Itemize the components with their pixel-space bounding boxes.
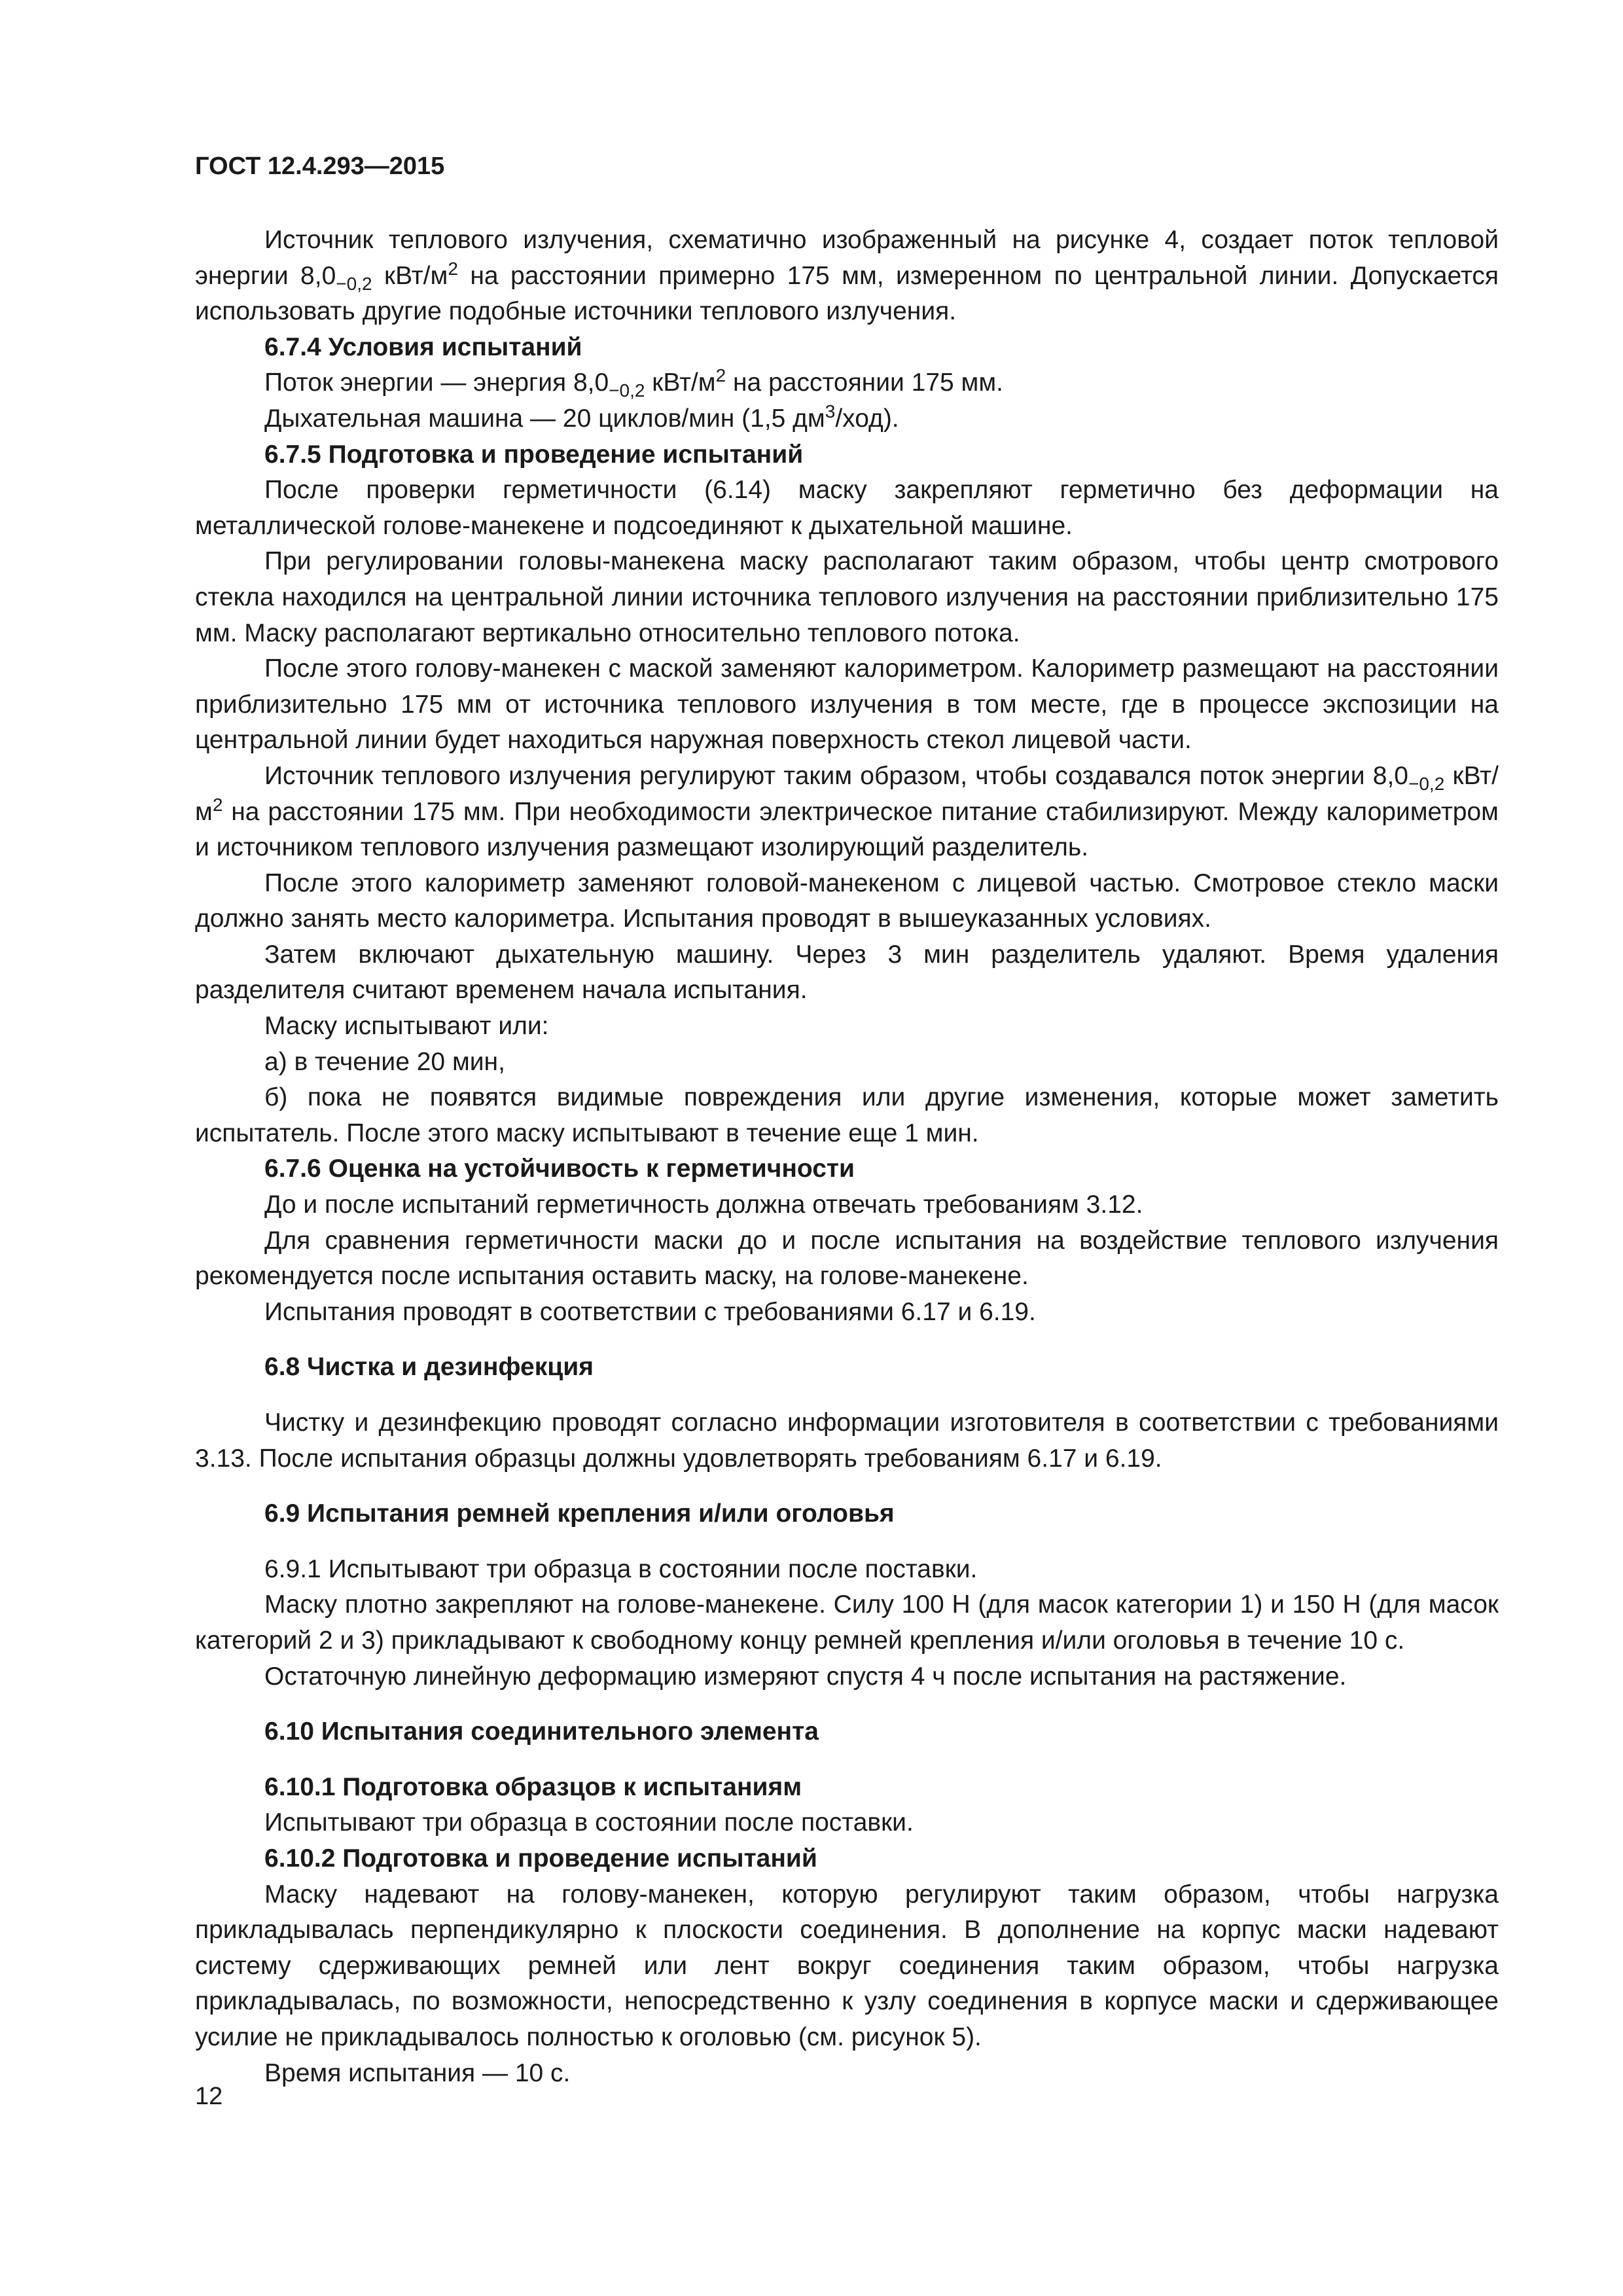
paragraph: Поток энергии — энергия $8,0_{-0,2}$ кВт/$м^2$ на расстоянии 175 мм.: [264, 365, 1003, 401]
paragraph: Маску испытывают или:: [264, 1012, 549, 1041]
paragraph: 6.9.1 Испытывают три образца в состоянии после поставки.: [264, 1554, 978, 1583]
paragraph: Чистку и дезинфекцию проводят согласно информации изготовителя в соответствии с требованиями 3.13. После испытания образцы должны удовлетворять требованиям 6.17 и 6.19.: [195, 1408, 1499, 1473]
paragraph: Маску надевают на голову-манекен, которую регулируют таким образом, чтобы нагрузка прикладывалась перпендикулярно к плоскости соединения. В дополнение на корпус маски надевают систему сдерживающих ремней или лент вокруг соединения таким образом, чтобы нагрузка прикладывалась, по возможности, непосредственно к узлу соединения в корпусе маски и сдерживающее усилие не прикладывалось полностью к оголовью (см. рисунок 5).: [195, 1880, 1499, 2051]
section-heading: 6.10 Испытания соединительного элемента: [264, 1717, 819, 1746]
document-code-header: ГОСТ 12.4.293—2015: [195, 152, 445, 180]
paragraph: Испытывают три образца в состоянии после поставки.: [264, 1808, 914, 1837]
paragraph: Дыхательная машина — 20 циклов/мин (1,5 $дм^3/ход$).: [264, 401, 899, 433]
paragraph: Для сравнения герметичности маски до и после испытания на воздействие теплового излучения рекомендуется после испытания оставить маску, на голове-манекене.: [195, 1226, 1499, 1291]
paragraph: а) в течение 20 мин,: [264, 1047, 505, 1076]
paragraph: После этого голову-манекен с маской заменяют калориметром. Калориметр размещают на расстоянии приблизительно 175 мм от источника теплового излучения в том месте, где в процессе экспозиции на центральной линии будет находиться наружная поверхность стекол лицевой части.: [195, 655, 1499, 755]
page-number: 12: [195, 2083, 223, 2110]
subsection-heading: 6.7.6 Оценка на устойчивость к герметичности: [264, 1155, 855, 1183]
paragraph: Источник теплового излучения регулируют таким образом, чтобы создавался поток энергии $8,0_{-0,2}$ кВт/$м^2$ на расстоянии 175 мм. При необходимости электрическое питание стабилизируют. Между калориметром и источником теплового излучения размещают изолирующий разделитель.: [195, 761, 1499, 862]
section-heading: 6.8 Чистка и дезинфекция: [264, 1353, 594, 1382]
section-heading: 6.9 Испытания ремней крепления и/или оголовья: [264, 1499, 895, 1528]
paragraph: Маску плотно закрепляют на голове-манекене. Силу 100 Н (для масок категории 1) и 150 Н (для масок категорий 2 и 3) прикладывают к свободному концу ремней крепления и/или оголовья в течение 10 с.: [195, 1590, 1499, 1655]
subsection-heading: 6.7.4 Условия испытаний: [264, 332, 582, 361]
paragraph: Остаточную линейную деформацию измеряют спустя 4 ч после испытания на растяжение.: [264, 1662, 1347, 1691]
paragraph: Затем включают дыхательную машину. Через 3 мин разделитель удаляют. Время удаления разделителя считают временем начала испытания.: [195, 940, 1499, 1005]
paragraph: До и после испытаний герметичность должна отвечать требованиям 3.12.: [264, 1191, 1143, 1219]
paragraph: После этого калориметр заменяют головой-манекеном с лицевой частью. Смотровое стекло маски должно занять место калориметра. Испытания проводят в вышеуказанных условиях.: [195, 869, 1499, 933]
paragraph: Испытания проводят в соответствии с требованиями 6.17 и 6.19.: [264, 1297, 1036, 1326]
subsection-heading: 6.10.1 Подготовка образцов к испытаниям: [264, 1772, 802, 1801]
paragraph: б) пока не появятся видимые повреждения или другие изменения, которые может заметить испытатель. После этого маску испытывают в течение еще 1 мин.: [195, 1083, 1499, 1147]
paragraph: Время испытания — 10 с.: [264, 2058, 571, 2087]
subsection-heading: 6.10.2 Подготовка и проведение испытаний: [264, 1844, 817, 1873]
paragraph: После проверки герметичности (6.14) маску закрепляют герметично без деформации на металлической голове-манекене и подсоединяют к дыхательной машине.: [195, 476, 1499, 540]
subsection-heading: 6.7.5 Подготовка и проведение испытаний: [264, 440, 804, 469]
paragraph: Источник теплового излучения, схематично изображенный на рисунке 4, создает поток тепловой энергии $8,0_{-0,2}$ кВт/$м^2$ на расстоянии примерно 175 мм, измеренном по центральной линии. Допускается использовать другие подобные источники теплового излучения.: [195, 226, 1499, 326]
paragraph: При регулировании головы-манекена маску располагают таким образом, чтобы центр смотрового стекла находился на центральной линии источника теплового излучения на расстоянии приблизительно 175 мм. Маску располагают вертикально относительно теплового потока.: [195, 547, 1499, 647]
document-body: [195, 223, 1499, 2091]
